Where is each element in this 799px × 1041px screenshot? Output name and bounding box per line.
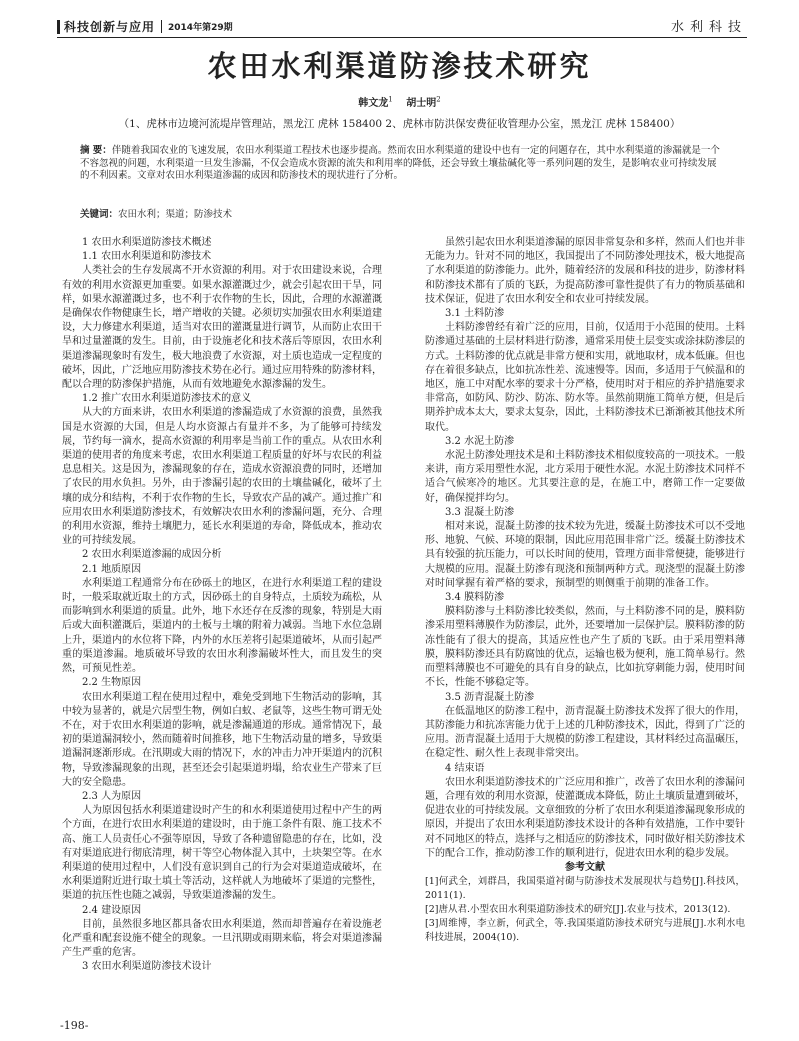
keywords-label: 关键词：	[80, 209, 119, 220]
reference-item: [1]何武全，刘群昌，我国渠道衬砌与防渗技术发展现状与趋势[J].科技风，2011(1).	[425, 876, 745, 902]
keywords	[80, 206, 720, 220]
section-heading: 2.4 建设原因	[82, 904, 142, 916]
paragraph: 水利渠道工程通常分布在砂砾土的地区，在进行水利渠道工程的建设时，一般采取就近取土的方式，因砂砾土的自身特点，土质较为疏松，从而影响到水利渠道的质量。此外，地下水还存在反渗的现象，特别是大雨后或大面积灌溉后，渠道内的土板与土壤的附着力减弱。当地下水位急剧上升，渠道内的水位将下降，内外的水压差将引起渠道破坏，从而引起严重的渠道渗漏。地质破坏导致的农田水利渗漏破坏性大，而且发生的突然，可预见性差。	[62, 577, 382, 675]
left-column	[62, 236, 382, 1026]
paragraph: 人类社会的生存发展离不开水资源的利用。对于农田建设来说，合理有效的利用水资源更加重要。如果水源灌溉过少，就会引起农田干旱，同样，如果水源灌溉过多，也不利于农作物的生长，因此，合理的水源灌溉是确保农作物健康生长，增产增收的关键。必须切实加强农田水利渠道建设，大力修建水利渠道，适当对农田的灌溉量进行调节，从而防止农田干旱和过量灌溉的发生。目前，由于设施老化和技术落后等原因，农田水利渠道渗漏现象时有发生，极大地浪费了水资源，对土质也造成一定程度的破坏，因此，广泛地应用防渗技术势在必行。通过应用特殊的防渗材料，配以合理的防渗保护措施，从而有效地避免水源渗漏的发生。	[62, 265, 382, 391]
paragraph: 水泥土防渗处理技术是和土料防渗技术相似度较高的一项技术。一般来讲，南方采用塑性水泥，北方采用于硬性水泥。水泥土防渗技术同样不适合气候寒冷的地区。尤其要注意的是，在施工中，磨筛工作一定要做好，确保搅拌均匀。	[425, 450, 745, 504]
references-title: 参考文献	[565, 861, 605, 873]
running-header	[57, 16, 747, 36]
abstract	[80, 145, 720, 183]
abstract-label: 摘 要：	[80, 145, 112, 156]
header-bar	[57, 20, 60, 34]
paragraph: 膜料防渗与土料防渗比较类似，然而，与土料防渗不同的是，膜料防渗采用塑料薄膜作为防渗层，此外，还要增加一层保护层。膜料防渗的防冻性能有了很大的提高，其适应性也产生了质的飞跃。由于采用塑料薄膜，膜料防渗还具有防腐蚀的优点，运输也极为便利，施工简单易行。然而塑料薄膜也不可避免的具有自身的缺点，比如抗穿刺能力弱，使用时间不长，性能不够稳定等。	[425, 606, 745, 689]
section-heading: 4 结束语	[445, 762, 485, 774]
paragraph: 目前，虽然很多地区都具备农田水利渠道，然而却普遍存在着设施老化严重和配套设施不健全的现象。一旦汛期或雨期来临，将会对渠道渗漏产生严重的危害。	[62, 918, 382, 959]
section-heading: 3.4 膜料防渗	[445, 592, 505, 604]
section-label: 水利科技	[670, 20, 747, 35]
header-rule	[57, 37, 747, 38]
paragraph: 虽然引起农田水利渠道渗漏的原因非常复杂和多样，然而人们也并非无能为力。针对不同的地区，我国提出了不同防渗处理技术，极大地提高了水利渠道的防渗能力。此外，随着经济的发展和科技的进步，防渗材料和防渗技术都有了质的飞跃，为提高防渗可靠性提供了有力的物质基础和技术保证，促进了农田水利安全和农业可持续发展。	[425, 237, 745, 305]
author-1: 韩文龙	[358, 98, 389, 109]
paragraph: 在低温地区的防渗工程中，沥青混凝土防渗技术发挥了很大的作用，其防渗能力和抗冻害能力优于上述的几种防渗技术，因此，得到了广泛的应用。沥青混凝土适用于大规模的防渗工程建设，其材料经过高温碾压，在稳定性、耐久性上表现非常突出。	[425, 705, 745, 760]
affiliations: （1、虎林市边境河流堤岸管理站，黑龙江 虎林 158400 2、虎林市防洪保安费征收管理办公室，黑龙江 虎林 158400）	[118, 118, 681, 130]
section-heading: 3.3 混凝土防渗	[445, 506, 515, 518]
section-heading: 1.1 农田水利渠道和防渗技术	[82, 251, 212, 263]
section-heading: 3 农田水利渠道防渗技术设计	[82, 961, 212, 973]
section-heading: 2.3 人为原因	[82, 790, 142, 802]
paragraph: 土料防渗曾经有着广泛的应用，目前，仅适用于小范围的使用。土料防渗通过基础的土层材料进行防渗，通常采用使土层变实或涂抹防渗层的方式。土料防渗的优点就是非常方便和实用，就地取材，成本低廉。但也存在着很多缺点，比如抗冻性差、流速慢等。因而，多适用于气候温和的地区，施工中对配水率的要求十分严格，使用时对于相应的养护措施要求非常高，如防风、防沙、防冻、防水等。虽然前期施工简单方便，但是后期养护成本太大，要求太复杂，因此，土料防渗技术已渐渐被其他技术所取代。	[425, 322, 745, 433]
article-title: 农田水利渠道防渗技术研究	[207, 49, 592, 83]
section-heading: 1.2 推广农田水利渠道防渗技术的意义	[82, 393, 252, 405]
section-heading: 3.1 土料防渗	[445, 308, 505, 320]
author-1-sup: 1	[388, 95, 393, 104]
header-left	[57, 18, 233, 35]
paragraph: 农田水利渠道工程在使用过程中，难免受到地下生物活动的影响，其中较为显著的，就是穴居型生物，例如白蚁、老鼠等，这些生物可谓无处不在，对于农田水利渠道的影响，就是渗漏通道的形成。通常情况下，最初的渠道漏洞较小，然而随着时间推移，地下生物活动量的增多，导致渠道漏洞逐渐形成。在汛期或大雨的情况下，水的冲击力冲开渠道内的沉积物，导致渗漏现象的出现，甚至还会引起渠道坍塌，给农业生产带来了巨大的安全隐患。	[62, 691, 382, 788]
issue-label: 2014年第29期	[168, 23, 233, 33]
right-column	[425, 236, 745, 1026]
page-number: -198-	[60, 1019, 89, 1032]
paragraph: 从大的方面来讲，农田水利渠道的渗漏造成了水资源的浪费，虽然我国是水资源的大国，但是人均水资源占有量并不多，为了能够可持续发展，节约每一滴水，提高水资源的利用率是当前工作的重点。从农田水利渠道的使用者的角度来考虑，农田水利渠道工程质量的好坏与农民的利益息息相关。这是因为，渗漏现象的存在，造成水资源浪费的同时，还增加了农民的用水负担。另外，由于渗漏引起的农田的土壤盐碱化，破坏了土壤的成分和结构，不利于农作物的生长，导致农产品的减产。通过推广和应用农田水利渠道防渗技术，有效解决农田水利的渗漏问题，充分、合理的利用水资源，维持土壤肥力，延长水利渠道的寿命，降低成本，推动农业的可持续发展。	[62, 407, 382, 547]
reference-item: [2]唐从君.小型农田水利渠道防渗技术的研究[J].农业与技术，2013(12).	[425, 904, 731, 916]
paragraph: 人为原因包括水利渠道建设时产生的和水利渠道使用过程中产生的两个方面，在进行农田水利渠道的建设时，由于施工条件有限、施工技术不高、施工人员责任心不强等原因，导致了各种遗留隐患的存在，比如，没有对渠道底进行彻底清理，树干等空心物体混入其中，土块架空等。在水利渠道的使用过程中，人们没有意识到自己的行为会对渠道造成破坏，在水利渠道附近进行取土填土等活动，这样就人为地破坏了渠道的完整性，渠道的抗压性也随之减弱，导致渠道渗漏的发生。	[62, 805, 382, 902]
section-heading: 3.5 沥青混凝土防渗	[445, 691, 535, 703]
keywords-text: 农田水利；渠道；防渗技术	[118, 209, 233, 220]
paragraph: 相对来说，混凝土防渗的技术较为先进，缓凝土防渗技术可以不受地形、地貌、气候、环境的限制，因此应用范围非常广泛。缓凝土防渗技术具有较强的抗压能力，可以长时间的使用，管理方面非常便捷，能够进行大规模的应用。混凝土防渗有现浇和预制两种方式。现浇型的混凝土防渗对时间掌握有着严格的要求，预制型的则侧重于前期的准备工作。	[425, 521, 745, 589]
abstract-text: 伴随着我国农业的飞速发展，农田水利渠道工程技术也逐步提高。然而农田水利渠道的建设中也有一定的问题存在，其中水利渠道的渗漏就是一个不容忽视的问题，水利渠道一旦发生渗漏，不仅会造成水资源的流失和利用率的降低，还会导致土壤盐碱化等一系列问题的发生，是影响农业可持续发展的不利因素。文章对农田水利渠道渗漏的成因和防渗技术的现状进行了分析。	[80, 145, 720, 181]
section-heading: 1 农田水利渠道防渗技术概述	[82, 237, 212, 248]
author-2-sup: 2	[436, 95, 441, 104]
section-heading: 3.2 水泥土防渗	[445, 435, 515, 447]
section-heading: 2.2 生物原因	[82, 677, 142, 689]
authors	[0, 94, 799, 109]
author-2: 胡士明	[406, 98, 437, 109]
paragraph: 农田水利渠道防渗技术的广泛应用和推广，改善了农田水利的渗漏问题，合理有效的利用水资源，使灌溉成本降低，防止土壤质量遭到破坏，促进农业的可持续发展。文章细致的分析了农田水利渠道渗漏现象形成的原因，并提出了农田水利渠道防渗技术设计的各种有效措施，工作中要针对不同地区的特点，选择与之相适应的防渗技术，同时做好相关防渗技术下的配合工作，推动防渗工作的顺利进行，促进农田水利的稳步发展。	[425, 776, 745, 859]
section-heading: 2.1 地质原因	[82, 563, 142, 575]
reference-item: [3]周维博，李立新，何武全，等.我国渠道防渗技术研究与进展[J].水利水电科技进展，2004(10).	[425, 918, 745, 944]
header-separator	[161, 20, 162, 33]
section-heading: 2 农田水利渠道渗漏的成因分析	[82, 549, 222, 561]
journal-name: 科技创新与应用	[64, 20, 156, 34]
